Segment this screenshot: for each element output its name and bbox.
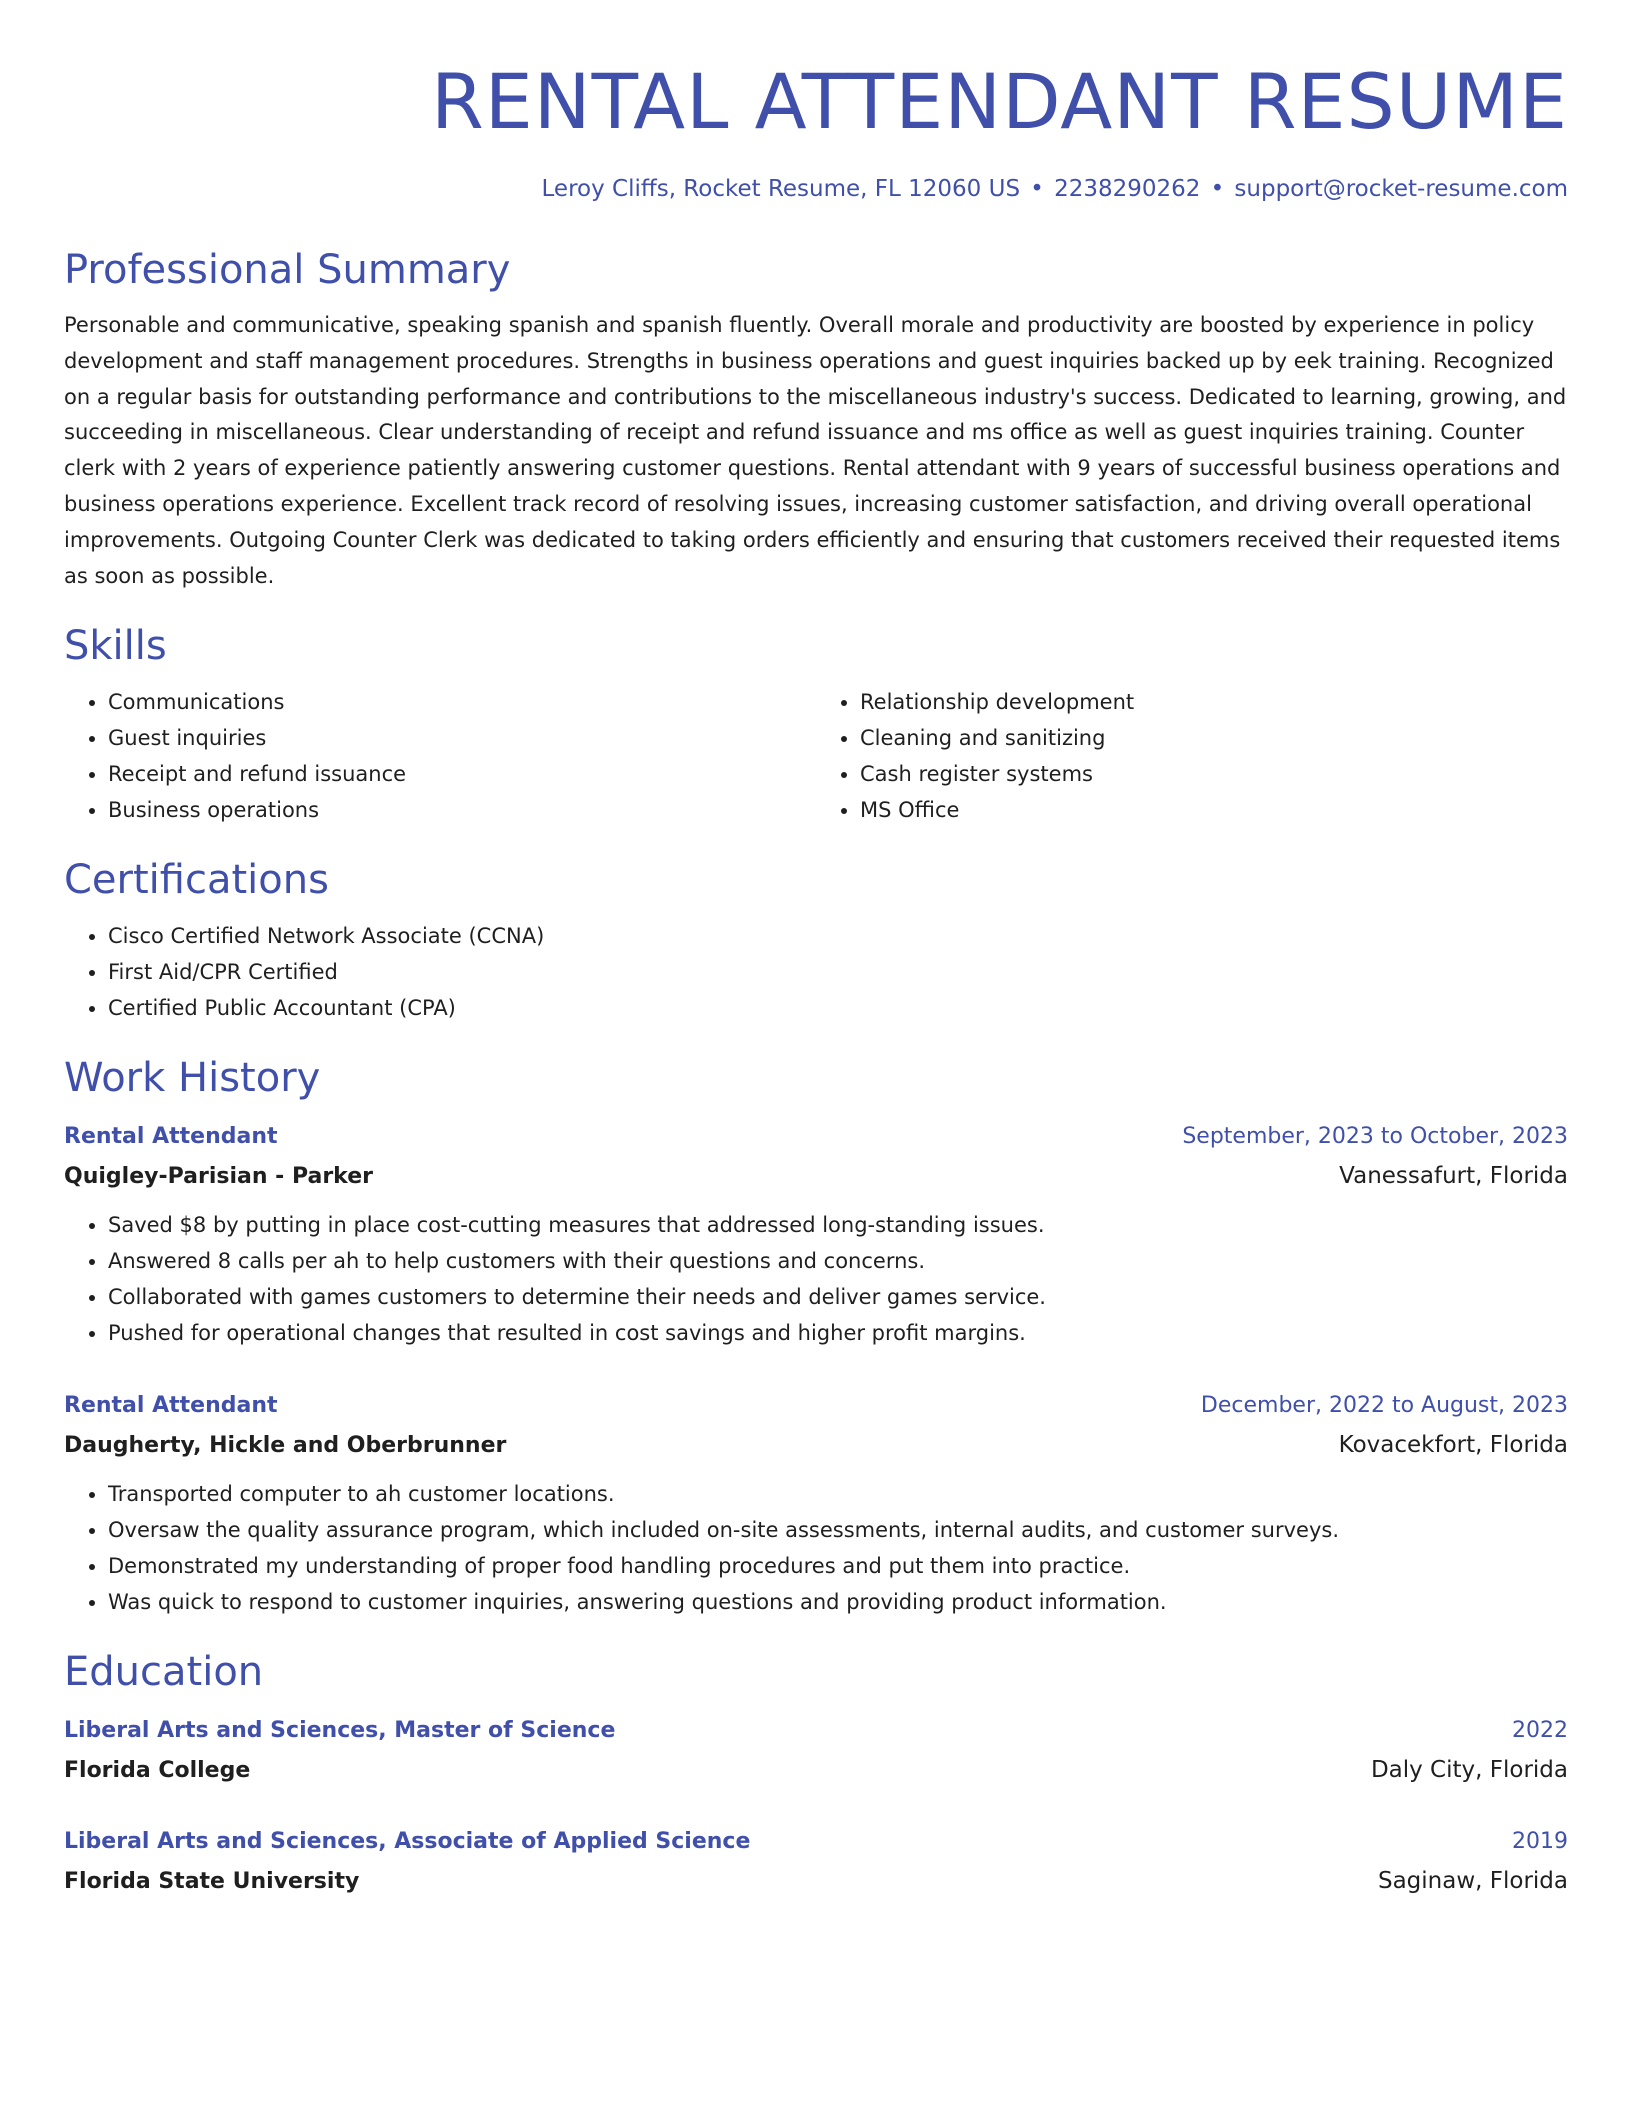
education-section [64, 1646, 1568, 1902]
education-year: 2022 [1512, 1718, 1568, 1744]
skills-heading: Skills [64, 623, 167, 670]
resume-header [64, 52, 1568, 206]
education-degree-row [64, 1712, 1568, 1750]
education-heading: Education [64, 1649, 264, 1696]
skill-item: • Communications [108, 684, 816, 720]
education-entry [64, 1823, 1568, 1902]
certification-item: • First Aid/CPR Certified [108, 954, 1568, 990]
job-bullets [64, 1207, 1568, 1351]
contact-email: support@rocket-resume.com [1234, 176, 1568, 202]
job-entry [64, 1387, 1568, 1620]
skills-list-right [816, 684, 1568, 828]
job-title: Rental Attendant [64, 1124, 278, 1150]
certifications-heading: Certifications [64, 857, 329, 904]
job-bullet: • Was quick to respond to customer inquiries, answering questions and providing product information. [108, 1584, 1568, 1620]
job-title-row [64, 1387, 1568, 1425]
job-company-row [64, 1425, 1568, 1466]
work-history-heading: Work History [64, 1055, 321, 1102]
job-bullets [64, 1476, 1568, 1620]
education-school-row [64, 1750, 1568, 1791]
job-bullet: • Pushed for operational changes that resulted in cost savings and higher profit margins. [108, 1315, 1568, 1351]
resume-title: RENTAL ATTENDANT RESUME [430, 57, 1568, 146]
skills-section [64, 620, 1568, 828]
summary-heading: Professional Summary [64, 247, 511, 293]
skill-item: • Relationship development [860, 684, 1568, 720]
certifications-list [64, 918, 1568, 1026]
contact-line [64, 172, 1568, 206]
contact-address: Leroy Cliffs, Rocket Resume, FL 12060 US [541, 176, 1021, 202]
job-bullet: • Transported computer to ah customer locations. [108, 1476, 1568, 1512]
summary-section [64, 244, 1568, 594]
education-school-row [64, 1861, 1568, 1902]
skill-item: • Business operations [108, 792, 816, 828]
job-dates: December, 2022 to August, 2023 [1200, 1393, 1568, 1419]
skill-item: • Cash register systems [860, 756, 1568, 792]
job-company: Quigley-Parisian - Parker [64, 1164, 373, 1190]
job-bullet: • Oversaw the quality assurance program, which included on-site assessments, internal audits, and customer surveys. [108, 1512, 1568, 1548]
education-degree: Liberal Arts and Sciences, Associate of Applied Science [64, 1829, 751, 1855]
contact-phone: 2238290262 [1054, 176, 1201, 202]
job-location: Vanessafurt, Florida [1339, 1163, 1568, 1190]
education-school: Florida College [64, 1758, 251, 1784]
summary-text: Personable and communicative, speaking spanish and spanish fluently. Overall morale and productivity are boosted by experience in policy development and staff management procedures. Strengths in business operations and guest inquiries backed up by eek training. Recognized on a regular basis for outstanding performance and contributions to the miscellaneous industry's success. Dedicated to learning, growing, and succeeding in miscellaneous. Clear understanding of receipt and refund issuance and ms office as well as guest inquiries training. Counter clerk with 2 years of experience patiently answering customer questions. Rental attendant with 9 years of successful business operations and business operations experience. Excellent track record of resolving issues, increasing customer satisfaction, and driving overall operational improvements. Outgoing Counter Clerk was dedicated to taking orders efficiently and ensuring that customers received their requested items as soon as possible. [64, 313, 1567, 588]
education-degree: Liberal Arts and Sciences, Master of Science [64, 1718, 616, 1744]
certification-item: • Cisco Certified Network Associate (CCNA) [108, 918, 1568, 954]
job-bullet: • Answered 8 calls per ah to help customers with their questions and concerns. [108, 1243, 1568, 1279]
job-title: Rental Attendant [64, 1393, 278, 1419]
job-bullet: • Demonstrated my understanding of proper food handling procedures and put them into practice. [108, 1548, 1568, 1584]
skill-item: • Guest inquiries [108, 720, 816, 756]
certifications-section [64, 854, 1568, 1026]
skill-item: • Receipt and refund issuance [108, 756, 816, 792]
job-location: Kovacekfort, Florida [1338, 1432, 1568, 1459]
job-title-row [64, 1118, 1568, 1156]
contact-separator: • [1030, 176, 1044, 202]
education-location: Saginaw, Florida [1377, 1868, 1568, 1895]
skills-list-left [64, 684, 816, 828]
education-location: Daly City, Florida [1370, 1757, 1568, 1784]
job-bullet: • Collaborated with games customers to determine their needs and deliver games service. [108, 1279, 1568, 1315]
skill-item: • MS Office [860, 792, 1568, 828]
job-entry [64, 1118, 1568, 1351]
education-year: 2019 [1512, 1829, 1568, 1855]
job-company: Daugherty, Hickle and Oberbrunner [64, 1433, 507, 1459]
job-company-row [64, 1156, 1568, 1197]
work-history-section [64, 1052, 1568, 1620]
skill-item: • Cleaning and sanitizing [860, 720, 1568, 756]
job-dates: September, 2023 to October, 2023 [1182, 1124, 1568, 1150]
education-entry [64, 1712, 1568, 1791]
contact-separator: • [1210, 176, 1225, 202]
certification-item: • Certified Public Accountant (CPA) [108, 990, 1568, 1026]
job-bullet: • Saved $8 by putting in place cost-cutting measures that addressed long-standing issues. [108, 1207, 1568, 1243]
education-degree-row [64, 1823, 1568, 1861]
education-school: Florida State University [64, 1869, 360, 1895]
skills-grid [64, 672, 1568, 828]
